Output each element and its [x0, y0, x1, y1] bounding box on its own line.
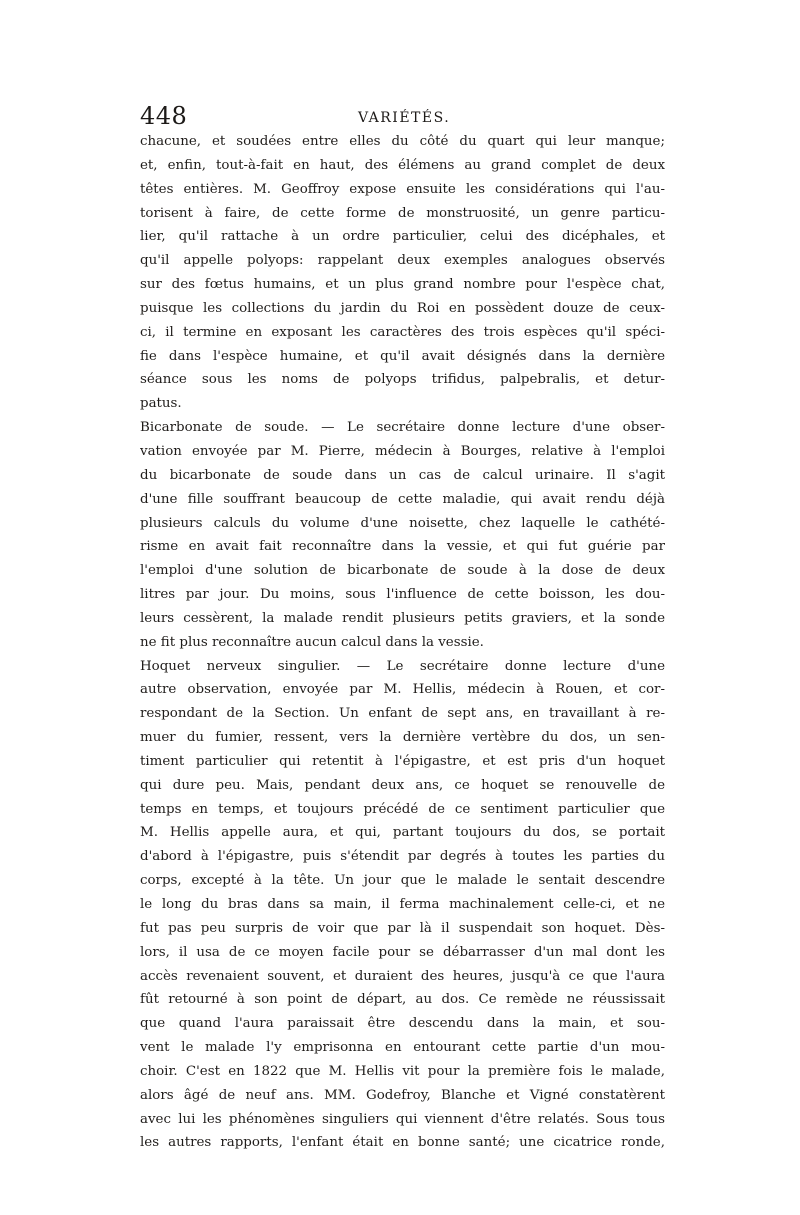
text-line: avec lui les phénomènes singuliers qui viennent d'être relatés. Sous tous — [140, 1111, 665, 1127]
text-line: fût retourné à son point de départ, au dos. Ce remède ne réussissait — [140, 992, 665, 1008]
text-line: alors âgé de neuf ans. MM. Godefroy, Blanche et Vigné constatèrent — [140, 1087, 665, 1103]
text-line: puisque les collections du jardin du Roi en possèdent douze de ceux- — [140, 300, 665, 316]
text-line: l'emploi d'une solution de bicarbonate de soude à la dose de deux — [140, 563, 665, 579]
text-line: muer du fumier, ressent, vers la dernière vertèbre du dos, un sen- — [140, 730, 665, 746]
text-line: timent particulier qui retentit à l'épigastre, et est pris d'un hoquet — [140, 753, 665, 769]
text-line: leurs cessèrent, la malade rendit plusieurs petits graviers, et la sonde — [140, 610, 665, 626]
text-line: sur des fœtus humains, et un plus grand nombre pour l'espèce chat, — [140, 277, 665, 293]
running-head: VARIÉTÉS. — [358, 110, 451, 126]
text-line: et, enfin, tout-à-fait en haut, des élémens au grand complet de deux — [140, 157, 665, 173]
text-line: Hoquet nerveux singulier. — Le secrétaire donne lecture d'une — [140, 658, 665, 674]
text-line: risme en avait fait reconnaître dans la vessie, et qui fut guérie par — [140, 539, 665, 555]
text-line: torisent à faire, de cette forme de monstruosité, un genre particu- — [140, 205, 665, 221]
text-line: vation envoyée par M. Pierre, médecin à Bourges, relative à l'emploi — [140, 443, 665, 459]
text-line: Bicarbonate de soude. — Le secrétaire donne lecture d'une obser- — [140, 420, 665, 436]
text-line: que quand l'aura paraissait être descendu dans la main, et sou- — [140, 1016, 665, 1032]
text-line: temps en temps, et toujours précédé de ce sentiment particulier que — [140, 801, 665, 817]
text-line: ne fit plus reconnaître aucun calcul dans la vessie. — [140, 634, 484, 650]
text-line: du bicarbonate de soude dans un cas de calcul urinaire. Il s'agit — [140, 467, 665, 483]
text-line: M. Hellis appelle aura, et qui, partant toujours du dos, se portait — [140, 825, 665, 841]
text-line: séance sous les noms de polyops trifidus, palpebralis, et detur- — [140, 372, 665, 388]
text-line: choir. C'est en 1822 que M. Hellis vit pour la première fois le malade, — [140, 1063, 665, 1079]
text-line: ci, il termine en exposant les caractères des trois espèces qu'il spéci- — [140, 324, 665, 340]
text-line: litres par jour. Du moins, sous l'influence de cette boisson, les dou- — [140, 587, 665, 603]
text-line: d'une fille souffrant beaucoup de cette maladie, qui avait rendu déjà — [140, 491, 665, 507]
text-line: lier, qu'il rattache à un ordre particulier, celui des dicéphales, et — [140, 229, 665, 245]
text-line: le long du bras dans sa main, il ferma machinalement celle-ci, et ne — [140, 897, 665, 912]
text-line: têtes entières. M. Geoffroy expose ensuite les considérations qui l'au- — [140, 181, 665, 197]
page-number: 448 — [140, 102, 188, 130]
text-line: patus. — [140, 396, 182, 412]
text-line: plusieurs calculs du volume d'une noisette, chez laquelle le cathété- — [140, 515, 665, 531]
text-line: fie dans l'espèce humaine, et qu'il avait désignés dans la dernière — [140, 348, 665, 364]
text-line: les autres rapports, l'enfant était en bonne santé; une cicatrice ronde, — [140, 1135, 665, 1151]
text-line: accès revenaient souvent, et duraient des heures, jusqu'à ce que l'aura — [140, 968, 665, 984]
text-line: corps, excepté à la tête. Un jour que le malade le sentait descendre — [140, 873, 665, 889]
text-line: d'abord à l'épigastre, puis s'étendit par degrés à toutes les parties du — [140, 849, 665, 865]
text-line: qui dure peu. Mais, pendant deux ans, ce hoquet se renouvelle de — [140, 777, 665, 793]
text-line: respondant de la Section. Un enfant de sept ans, en travaillant à re- — [140, 706, 665, 722]
text-line: lors, il usa de ce moyen facile pour se débarrasser d'un mal dont les — [140, 944, 665, 960]
text-line: vent le malade l'y emprisonna en entourant cette partie d'un mou- — [140, 1040, 665, 1056]
body-text — [140, 130, 665, 1155]
text-line: qu'il appelle polyops: rappelant deux exemples analogues observés — [140, 253, 665, 269]
text-line: fut pas peu surpris de voir que par là il suspendait son hoquet. Dès- — [140, 920, 665, 936]
text-line: chacune, et soudées entre elles du côté du quart qui leur manque; — [140, 134, 665, 149]
page-header — [140, 102, 660, 132]
text-line: autre observation, envoyée par M. Hellis, médecin à Rouen, et cor- — [140, 682, 665, 698]
